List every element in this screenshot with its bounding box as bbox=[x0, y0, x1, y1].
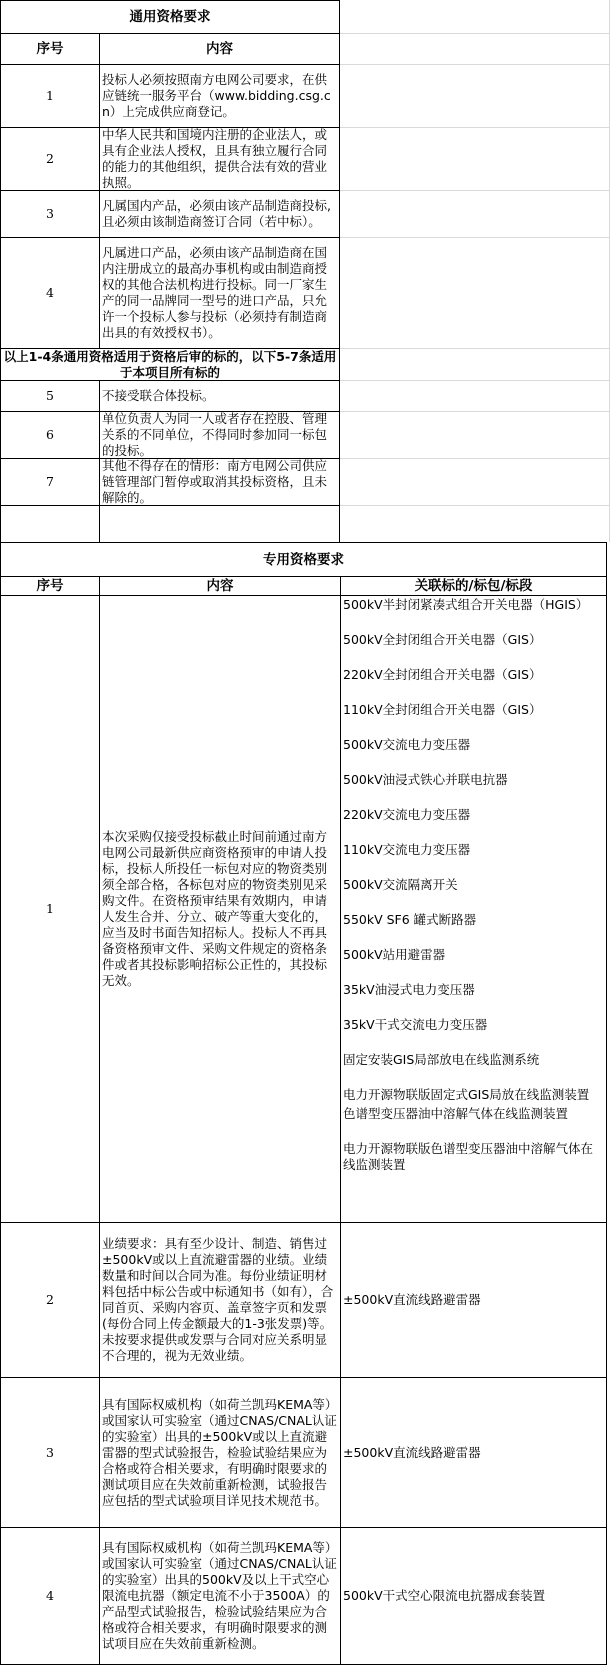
row-content-cell[interactable] bbox=[99, 237, 340, 349]
related-item: 500kV油浸式铁心并联电抗器 bbox=[343, 772, 508, 787]
special-title-cell[interactable] bbox=[0, 542, 607, 577]
related-item: 500kV全封闭组合开关电器（GIS） bbox=[343, 632, 542, 647]
related-item: 电力开源物联版固定式GIS局放在线监测装置 bbox=[343, 1087, 590, 1102]
row-content: 凡属进口产品，必须由该产品制造商在国内注册成立的最高办事机构或由制造商授权的其他合法机构进行投标。同一厂家生产的同一品牌同一型号的进口产品，只允许一个投标人参与投标（必须持有制造商出具的有效授权书）。 bbox=[102, 245, 328, 340]
row-no-cell[interactable] bbox=[0, 411, 100, 459]
row-no-cell[interactable] bbox=[0, 1377, 100, 1528]
row-no-cell[interactable] bbox=[0, 458, 100, 506]
header-content-cell[interactable] bbox=[99, 576, 341, 596]
related-item: 35kV干式交流电力变压器 bbox=[343, 1017, 488, 1032]
row-no-cell[interactable] bbox=[0, 190, 100, 238]
related-item: 110kV全封闭组合开关电器（GIS） bbox=[343, 702, 542, 717]
gridline bbox=[340, 458, 610, 459]
column-header-no: 序号 bbox=[36, 578, 64, 594]
gridline bbox=[340, 64, 610, 65]
column-header-no: 序号 bbox=[36, 41, 64, 57]
related-item: 35kV油浸式电力变压器 bbox=[343, 982, 475, 997]
row-content: 具有国际权威机构（如荷兰凯玛KEMA等）或国家认可实验室（通过CNAS/CNAL认证的实验室）出具的500kV及以上干式空心限流电抗器（额定电流不小于3500A）的产品型式试验报告，检验试验结果应为合格或符合相关要求，有明确时限要求的测试项目应在失效前重新检测。 bbox=[102, 1540, 338, 1651]
general-title-cell[interactable] bbox=[0, 0, 340, 34]
gridline bbox=[340, 33, 610, 34]
row-related-cell[interactable] bbox=[340, 1527, 607, 1665]
row-number: 3 bbox=[46, 1444, 54, 1460]
row-content-cell[interactable] bbox=[99, 64, 340, 128]
gridline bbox=[340, 348, 610, 349]
related-item: 500kV干式空心限流电抗器成套装置 bbox=[343, 1588, 546, 1603]
row-related-cell[interactable] bbox=[340, 1377, 607, 1528]
gridline bbox=[340, 380, 610, 381]
row-content: 业绩要求：具有至少设计、制造、销售过±500kV或以上直流避雷器的业绩。业绩数量和时间以合同为准。每份业绩证明材料包括中标公告或中标通知书（如有），合同首页、采购内容页、盖章签字页和发票(每份合同上传金额最大的1-3张发票)等。未按要求提供或发票与合同对应关系明显不合理的，视为无效业绩。 bbox=[102, 1236, 334, 1363]
header-no-cell[interactable] bbox=[0, 33, 100, 65]
row-content: 投标人必须按照南方电网公司要求，在供应链统一服务平台（www.bidding.csg.cn）上完成供应商登记。 bbox=[102, 72, 331, 119]
row-content: 单位负责人为同一人或者存在控股、管理关系的不同单位，不得同时参加同一标包的投标。 bbox=[102, 411, 328, 458]
gridline bbox=[340, 237, 610, 238]
row-number: 1 bbox=[46, 901, 54, 916]
row-number: 4 bbox=[46, 1588, 54, 1603]
row-number: 2 bbox=[46, 1292, 54, 1307]
related-item: 550kV SF6 罐式断路器 bbox=[343, 912, 477, 927]
header-no-cell[interactable] bbox=[0, 576, 100, 596]
related-item: 110kV交流电力变压器 bbox=[343, 842, 471, 857]
row-content: 中华人民共和国境内注册的企业法人，或具有企业法人授权，且具有独立履行合同的能力的其他组织，提供合法有效的营业执照。 bbox=[102, 127, 328, 190]
related-item: 电力开源物联版色谱型变压器油中溶解气体在线监测装置 bbox=[343, 1141, 594, 1172]
related-item: 220kV交流电力变压器 bbox=[343, 807, 471, 822]
related-item: 500kV半封闭紧凑式组合开关电器（HGIS） bbox=[343, 597, 589, 612]
row-no-cell[interactable] bbox=[0, 380, 100, 412]
section-title: 通用资格要求 bbox=[129, 9, 211, 25]
row-content-cell[interactable] bbox=[99, 1527, 341, 1665]
row-number: 5 bbox=[46, 388, 54, 403]
gridline bbox=[340, 190, 610, 191]
gridline bbox=[340, 411, 610, 412]
gridline bbox=[340, 505, 610, 506]
empty-cell[interactable] bbox=[99, 505, 340, 543]
row-content-cell[interactable] bbox=[99, 1222, 341, 1378]
scope-note: 以上1-4条通用资格适用于资格后审的标的，以下5-7条适用于本项目所有标的 bbox=[3, 348, 337, 380]
row-content-cell[interactable] bbox=[99, 190, 340, 238]
related-items-list bbox=[341, 596, 606, 1174]
related-item: ±500kV直流线路避雷器 bbox=[343, 1292, 481, 1307]
row-content-cell[interactable] bbox=[99, 595, 341, 1223]
row-content: 具有国际权威机构（如荷兰凯玛KEMA等）或国家认可实验室（通过CNAS/CNAL认证的实验室）出具的±500kV或以上直流避雷器的型式试验报告，检验试验结果应为合格或符合相关要求，有明确时限要求的测试项目应在失效前重新检测，试验报告应包括的型式试验项目详见技术规范书。 bbox=[102, 1396, 338, 1508]
row-no-cell[interactable] bbox=[0, 64, 100, 128]
related-item: 500kV交流隔离开关 bbox=[343, 877, 458, 892]
related-item: 固定安装GIS局部放电在线监测系统 bbox=[343, 1052, 540, 1067]
row-number: 3 bbox=[46, 206, 54, 221]
column-header-content: 内容 bbox=[206, 41, 233, 57]
row-content: 本次采购仅接受投标截止时间前通过南方电网公司最新供应商资格预审的申请人投标，投标人所投任一标包对应的物资类别须全部合格，各标包对应的物资类别见采购文件。在资格预审结果有效期内，申请人发生合并、分立、破产等重大变化的，应当及时书面告知招标人。投标人不再具备资格预审文件、采购文件规定的资格条件或者其投标影响招标公正性的，其投标无效。 bbox=[102, 829, 328, 988]
related-item: 220kV全封闭组合开关电器（GIS） bbox=[343, 667, 542, 682]
row-related-cell[interactable] bbox=[340, 1222, 607, 1378]
row-content-cell[interactable] bbox=[99, 411, 340, 459]
row-no-cell[interactable] bbox=[0, 595, 100, 1223]
row-no-cell[interactable] bbox=[0, 127, 100, 191]
row-content-cell[interactable] bbox=[99, 380, 340, 412]
column-header-related: 关联标的/标包/标段 bbox=[414, 578, 533, 594]
row-number: 6 bbox=[46, 427, 54, 442]
row-number: 4 bbox=[46, 285, 54, 300]
header-related-cell[interactable] bbox=[340, 576, 607, 596]
row-content: 凡属国内产品，必须由该产品制造商投标,且必须由该制造商签订合同（若中标）。 bbox=[102, 198, 331, 229]
row-content-cell[interactable] bbox=[99, 458, 340, 506]
header-content-cell[interactable] bbox=[99, 33, 340, 65]
row-content-cell[interactable] bbox=[99, 127, 340, 191]
empty-cell[interactable] bbox=[0, 505, 100, 543]
related-item: 500kV交流电力变压器 bbox=[343, 737, 471, 752]
row-related-cell[interactable] bbox=[340, 595, 607, 1223]
note-cell[interactable] bbox=[0, 348, 340, 381]
related-item: 色谱型变压器油中溶解气体在线监测装置 bbox=[343, 1106, 569, 1121]
row-content: 其他不得存在的情形：南方电网公司供应链管理部门暂停或取消其投标资格，且未解除的。 bbox=[102, 458, 328, 505]
section-title: 专用资格要求 bbox=[263, 551, 344, 568]
row-number: 7 bbox=[46, 474, 54, 489]
row-number: 1 bbox=[46, 88, 54, 103]
row-content-cell[interactable] bbox=[99, 1377, 341, 1528]
gridline bbox=[340, 127, 610, 128]
row-no-cell[interactable] bbox=[0, 1222, 100, 1378]
related-item: ±500kV直流线路避雷器 bbox=[343, 1444, 481, 1460]
column-header-content: 内容 bbox=[206, 578, 234, 594]
related-item: 500kV站用避雷器 bbox=[343, 947, 446, 962]
row-no-cell[interactable] bbox=[0, 1527, 100, 1665]
row-no-cell[interactable] bbox=[0, 237, 100, 349]
row-number: 2 bbox=[46, 151, 54, 166]
row-content: 不接受联合体投标。 bbox=[102, 388, 215, 403]
